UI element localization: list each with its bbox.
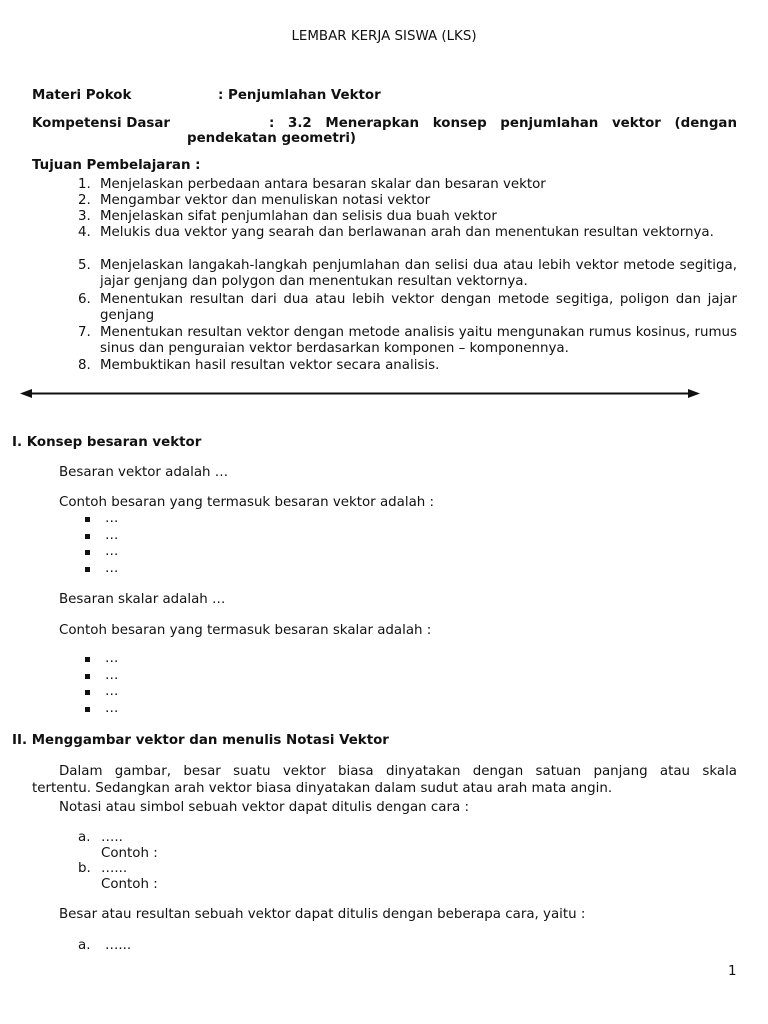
list-item: Mengambar vektor dan menuliskan notasi vektor — [100, 193, 431, 208]
bullet-icon — [85, 674, 90, 679]
list-number: 2. — [78, 193, 91, 208]
bullet-icon — [85, 567, 90, 572]
list-letter: b. — [78, 861, 91, 876]
list-item: … — [105, 528, 119, 543]
besar-text: Besar atau resultan sebuah vektor dapat ditulis dengan beberapa cara, yaitu : — [59, 907, 586, 922]
bullet-icon — [85, 550, 90, 555]
list-number: 5. — [78, 258, 91, 273]
contoh-label: Contoh : — [101, 846, 158, 861]
list-number: 7. — [78, 325, 91, 340]
bullet-icon — [85, 657, 90, 662]
list-item: Membuktikan hasil resultan vektor secara analisis. — [100, 358, 440, 373]
list-item: … — [105, 684, 119, 699]
list-item: Menentukan resultan dari dua atau lebih vektor dengan metode segitiga, poligon dan jajar genjang — [100, 292, 737, 323]
skalar-definition: Besaran skalar adalah … — [59, 592, 226, 607]
list-number: 6. — [78, 292, 91, 307]
list-number: 3. — [78, 209, 91, 224]
list-item: … — [105, 544, 119, 559]
kompetensi-label: Kompetensi Dasar — [32, 116, 170, 131]
list-item: Melukis dua vektor yang searah dan berlawanan arah dan menentukan resultan vektornya. — [100, 225, 714, 240]
list-number: 4. — [78, 225, 91, 240]
list-letter: a. — [78, 830, 91, 845]
kompetensi-value: : 3.2 Menerapkan konsep penjumlahan vektor (dengan — [269, 116, 737, 131]
list-item: Menjelaskan perbedaan antara besaran skalar dan besaran vektor — [100, 177, 546, 192]
bullet-icon — [85, 690, 90, 695]
page-number: 1 — [728, 964, 737, 979]
bullet-icon — [85, 517, 90, 522]
paragraph-line: tertentu. Sedangkan arah vektor biasa dinyatakan dalam sudut atau arah mata angin. — [32, 781, 613, 796]
vektor-contoh: Contoh besaran yang termasuk besaran vektor adalah : — [59, 495, 435, 510]
vektor-definition: Besaran vektor adalah … — [59, 465, 229, 480]
materi-label: Materi Pokok — [32, 88, 132, 103]
paragraph-line: Dalam gambar, besar suatu vektor biasa dinyatakan dengan satuan panjang atau skala — [59, 764, 737, 779]
section-1-heading: I. Konsep besaran vektor — [12, 435, 202, 450]
bullet-icon — [85, 534, 90, 539]
materi-value: : Penjumlahan Vektor — [218, 88, 381, 103]
list-item: … — [105, 668, 119, 683]
list-item: …... — [105, 938, 132, 953]
contoh-label: Contoh : — [101, 877, 158, 892]
list-item: Menentukan resultan vektor dengan metode analisis yaitu mengunakan rumus kosinus, rumus sinus dan penguraian vektor berdasarkan komponen – komponennya. — [100, 325, 737, 356]
notasi-text: Notasi atau simbol sebuah vektor dapat ditulis dengan cara : — [59, 800, 469, 815]
kompetensi-value-cont: pendekatan geometri) — [187, 131, 357, 146]
list-letter: a. — [78, 938, 91, 953]
list-item: …... — [101, 861, 128, 876]
list-item: … — [105, 701, 119, 716]
list-item: Menjelaskan sifat penjumlahan dan selisis dua buah vektor — [100, 209, 497, 224]
list-item: ….. — [101, 830, 123, 845]
skalar-contoh: Contoh besaran yang termasuk besaran skalar adalah : — [59, 623, 432, 638]
list-item: … — [105, 651, 119, 666]
list-item: Menjelaskan langakah-langkah penjumlahan dan selisi dua atau lebih vektor metode segitiga, jajar genjang dan polygon dan menentukan resultan vektornya. — [100, 258, 737, 289]
list-number: 8. — [78, 358, 91, 373]
list-item: … — [105, 561, 119, 576]
double-arrow-divider — [0, 380, 768, 410]
list-number: 1. — [78, 177, 91, 192]
bullet-icon — [85, 707, 90, 712]
section-2-heading: II. Menggambar vektor dan menulis Notasi Vektor — [12, 733, 389, 748]
tujuan-heading: Tujuan Pembelajaran : — [32, 158, 201, 173]
list-item: … — [105, 511, 119, 526]
page-title: LEMBAR KERJA SISWA (LKS) — [291, 29, 477, 44]
